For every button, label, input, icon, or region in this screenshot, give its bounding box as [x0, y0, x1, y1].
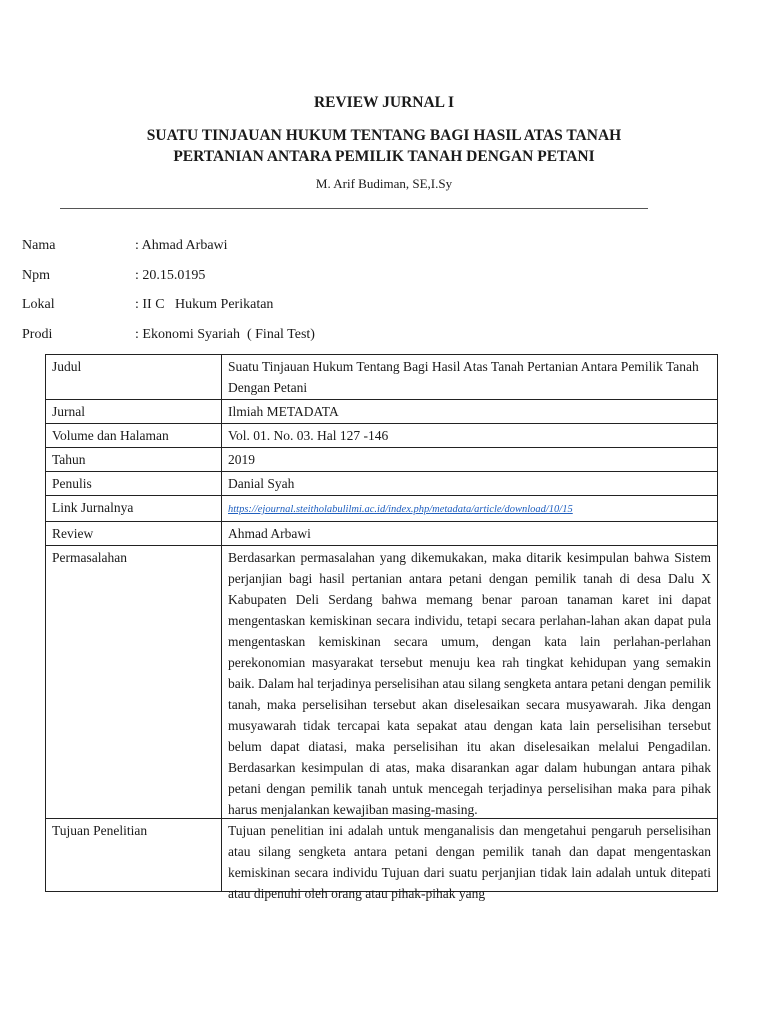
tujuan-text: Tujuan penelitian ini adalah untuk menganalisis dan mengetahui pengaruh perselisihan atau silang sengketa antara petani dengan pemilik tanah dan dapat mengentaskan kemiskinan secara individu Tujuan dari suatu perjanjian tidak lain adalah untuk ditepati atau dipenuhi oleh orang atau pihak-pihak yang	[228, 823, 711, 901]
row-label: Tahun	[46, 448, 222, 472]
journal-title-text: SUATU TINJAUAN HUKUM TENTANG BAGI HASIL ATAS TANAH PERTANIAN ANTARA PEMILIK TANAH DENGAN PETANI	[146, 127, 622, 165]
table-row	[46, 448, 718, 472]
row-label: Link Jurnalnya	[46, 496, 222, 522]
info-value: : II C Hukum Perikatan	[135, 297, 274, 312]
table-row	[46, 496, 718, 522]
table-row	[46, 522, 718, 546]
author-name: M. Arif Budiman, SE,I.Sy	[315, 176, 453, 191]
row-label: Permasalahan	[46, 546, 222, 819]
review-table	[45, 354, 718, 901]
row-value: Ilmiah METADATA	[222, 400, 718, 424]
table-row	[46, 400, 718, 424]
row-value: Ahmad Arbawi	[222, 522, 718, 546]
permasalahan-text: Berdasarkan permasalahan yang dikemukakan, maka ditarik kesimpulan bahwa Sistem perjanjian bagi hasil pertanian antara petani dengan pemilik tanah di desa Dalu X Kabupaten Deli Serdang bahwa memang benar paroan tanaman karet ini dapat mengentaskan kemiskinan secara individu, tetapi secara perlahan-lahan akan dapat pula mengentaskan kemiskinan secara umum, dengan kata lain perlahan-perlahan perekonomian masyarakat tersebut menuju kea rah tingkat kehidupan yang semakin baik. Dalam hal terjadinya perselisihan atau silang sengketa antara petani dengan pemilik tanah, maka perselisihan tersebut akan diselesaikan secara musyawarah. Jika dengan musyawarah tidak tercapai kata sepakat atau dengan kata lain perselisihan tersebut belum dapat diatasi, maka perselisihan itu akan diselesaikan melalui Pengadilan. Berdasarkan kesimpulan di atas, maka disarankan agar dalam hubungan antara pihak petani dengan pemilik tanah untuk mencegah terjadinya perselisihan maka para pihak harus menjalankan kewajiban masing-masing.	[228, 550, 711, 817]
table-row	[46, 355, 718, 400]
header-divider	[60, 208, 648, 209]
row-value	[222, 819, 718, 901]
row-value: Suatu Tinjauan Hukum Tentang Bagi Hasil Atas Tanah Pertanian Antara Pemilik Tanah Dengan Petani	[222, 355, 718, 400]
row-label: Review	[46, 522, 222, 546]
table-row	[46, 424, 718, 448]
journal-title	[0, 125, 768, 167]
table-row	[46, 472, 718, 496]
row-value: 2019	[222, 448, 718, 472]
document-header	[0, 94, 768, 192]
row-value	[222, 496, 718, 522]
info-value: : Ekonomi Syariah ( Final Test)	[135, 326, 315, 342]
row-label: Volume dan Halaman	[46, 424, 222, 448]
row-value: Danial Syah	[222, 472, 718, 496]
info-label: Lokal	[22, 297, 55, 312]
row-value	[222, 546, 718, 819]
page-title: REVIEW JURNAL I	[313, 94, 455, 111]
info-value: : Ahmad Arbawi	[135, 238, 228, 253]
row-label: Judul	[46, 355, 222, 400]
row-label: Jurnal	[46, 400, 222, 424]
table-row	[46, 819, 718, 892]
table-row	[46, 546, 718, 819]
journal-link[interactable]: https://ejournal.steitholabulilmi.ac.id/index.php/metadata/article/download/10/15	[228, 504, 573, 515]
info-label: Prodi	[22, 326, 53, 342]
row-value: Vol. 01. No. 03. Hal 127 -146	[222, 424, 718, 448]
info-value: : 20.15.0195	[135, 267, 206, 283]
info-label: Nama	[22, 238, 56, 253]
row-label: Tujuan Penelitian	[46, 819, 222, 892]
row-label: Penulis	[46, 472, 222, 496]
info-label: Npm	[22, 267, 50, 283]
